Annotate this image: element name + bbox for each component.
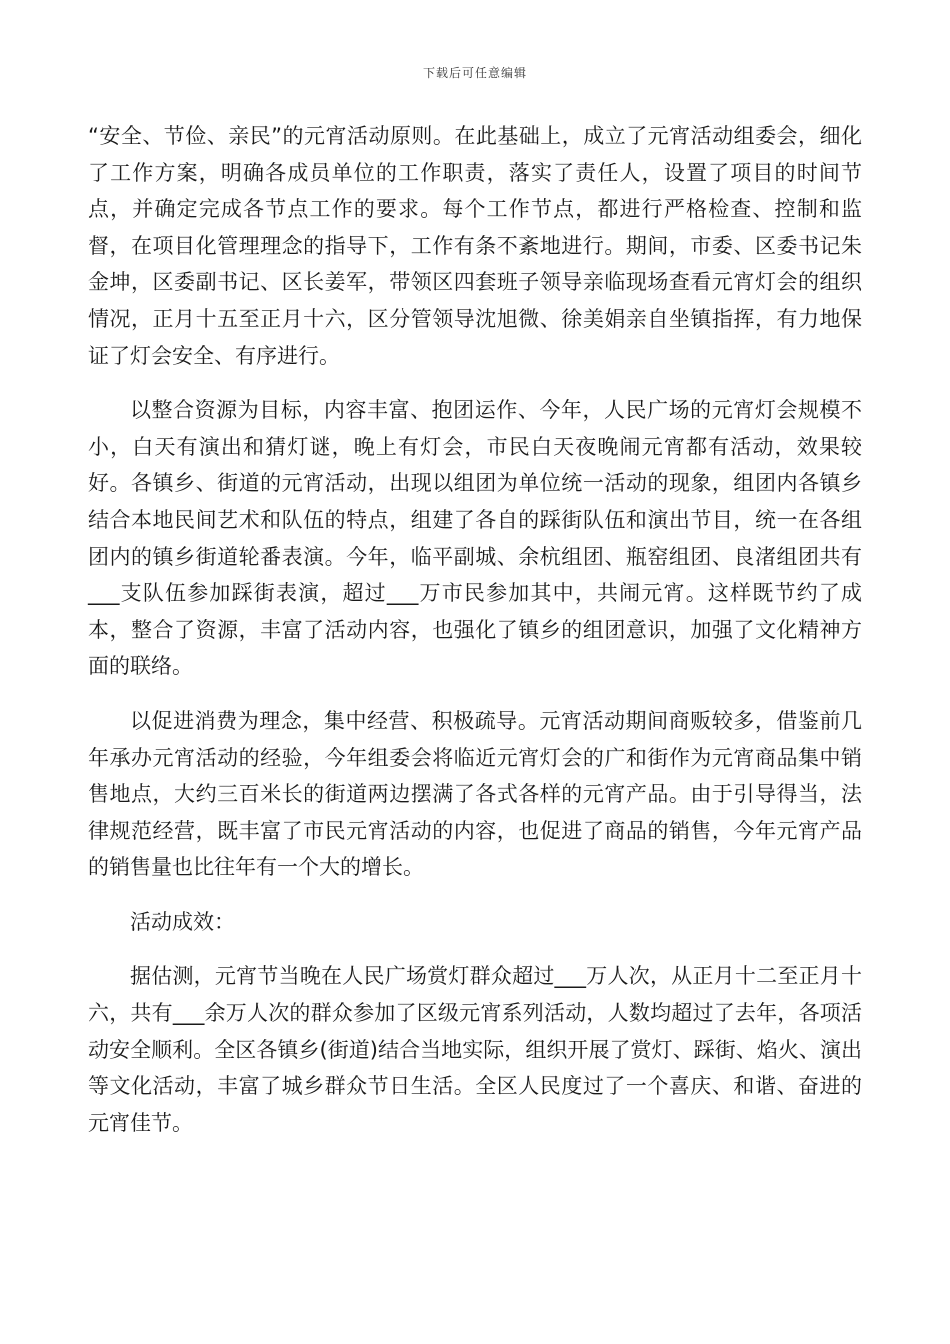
paragraph-organization: “安全、节俭、亲民”的元宵活动原则。在此基础上，成立了元宵活动组委会，细化了工作方案，明确各成员单位的工作职责，落实了责任人，设置了项目的时间节点，并确定完成各节点工作的要求。每个工作节点，都进行严格检查、控制和监督，在项目化管理理念的指导下，工作有条不紊地进行。期间，市委、区委书记朱金坤，区委副书记、区长姜军，带领区四套班子领导亲临现场查看元宵灯会的组织情况，正月十五至正月十六，区分管领导沈旭微、徐美娟亲自坐镇指挥，有力地保证了灯会安全、有序进行。 — [88, 124, 862, 368]
page-header: 下载后可任意编辑 — [422, 66, 527, 80]
paragraph-resource-integration: 以整合资源为目标，内容丰富、抱团运作、今年，人民广场的元宵灯会规模不小，白天有演出和猜灯谜，晚上有灯会，市民白天夜晚闹元宵都有活动，效果较好。各镇乡、街道的元宵活动，出现以组团为单位统一活动的现象，组团内各镇乡结合本地民间艺术和队伍的特点，组建了各自的踩街队伍和演出节目，统一在各组团内的镇乡街道轮番表演。今年，临平副城、余杭组团、瓶窑组团、良渚组团共有___支队伍参加踩街表演，超过___万市民参加其中，共闹元宵。这样既节约了成本，整合了资源，丰富了活动内容，也强化了镇乡的组团意识，加强了文化精神方面的联络。 — [88, 398, 862, 679]
document-body — [88, 118, 862, 1141]
section-heading-results: 活动成效： — [130, 909, 235, 934]
paragraph-results: 据估测，元宵节当晚在人民广场赏灯群众超过___万人次，从正月十二至正月十六，共有___余万人次的群众参加了区级元宵系列活动，人数均超过了去年，各项活动安全顺利。全区各镇乡(街道)结合当地实际，组织开展了赏灯、踩街、焰火、演出等文化活动，丰富了城乡群众节日生活。全区人民度过了一个喜庆、和谐、奋进的元宵佳节。 — [88, 964, 862, 1135]
paragraph-consumption: 以促进消费为理念，集中经营、积极疏导。元宵活动期间商贩较多，借鉴前几年承办元宵活动的经验，今年组委会将临近元宵灯会的广和街作为元宵商品集中销售地点，大约三百米长的街道两边摆满了各式各样的元宵产品。由于引导得当，法律规范经营，既丰富了市民元宵活动的内容，也促进了商品的销售，今年元宵产品的销售量也比往年有一个大的增长。 — [88, 708, 862, 880]
